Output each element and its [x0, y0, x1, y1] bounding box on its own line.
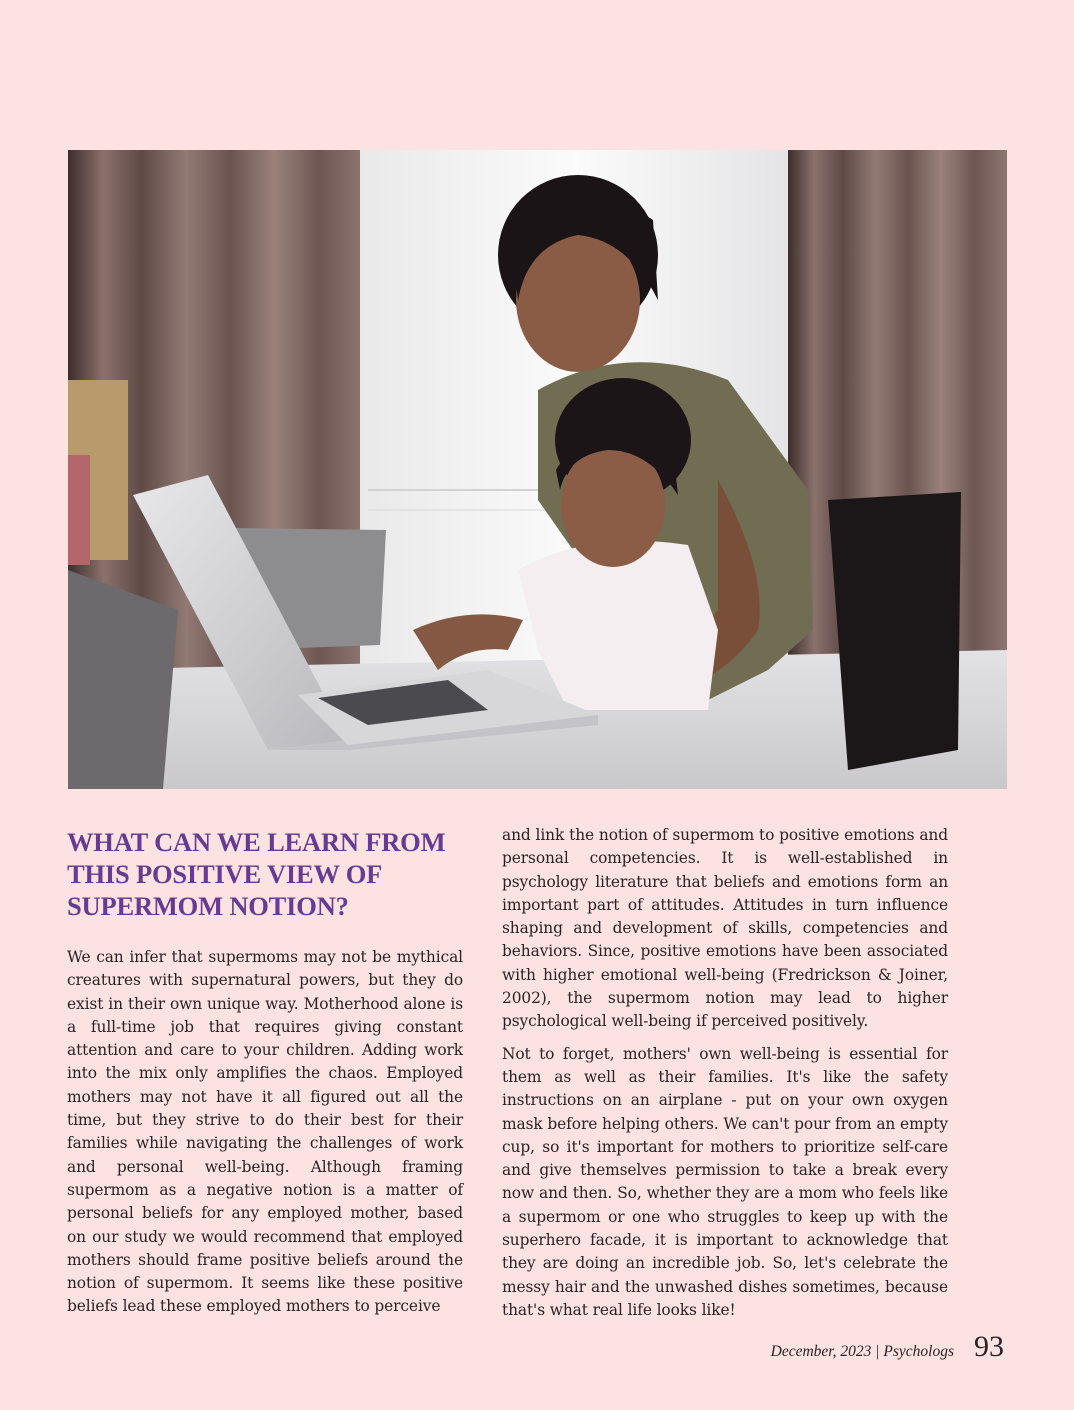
photo-illustration: [68, 150, 1007, 789]
article-photo: [68, 150, 1007, 789]
body-paragraph: Not to forget, mothers' own well-being is essential for them as well as their families. It's like the safety instructions on an airplane - put on your own oxygen mask before helping others. We can't pour from an empty cup, so it's important for mothers to prioritize self-care and give themselves permission to take a break every now and then. So, whether they are a mom who feels like a supermom or one who struggles to keep up with the superhero facade, it is important to acknowledge that they are doing an incredible job. So, let's celebrate the messy hair and the unwashed dishes sometimes, because that's what real life looks like!: [502, 1044, 948, 1319]
page-footer: [771, 1330, 1004, 1364]
section-heading: WHAT CAN WE LEARN FROM THIS POSITIVE VIEW OF SUPERMOM NOTION?: [67, 827, 446, 921]
body-paragraph: and link the notion of supermom to positive emotions and personal competencies. It is well-established in psychology literature that beliefs and emotions form an important part of attitudes. Attitudes in turn influence shaping and development of skills, competencies and behaviors. Since, positive emotions have been associated with higher emotional well-being (Fredrickson & Joiner, 2002), the supermom notion may lead to higher psychological well-being if perceived positively.: [502, 826, 948, 1031]
page-number: 93: [974, 1330, 1004, 1363]
body-paragraph: We can infer that supermoms may not be mythical creatures with supernatural powers, but they do exist in their own unique way. Motherhood alone is a full-time job that requires giving constant attention and care to your children. Adding work into the mix only amplifies the chaos. Employed mothers may not have it all figured out all the time, but they strive to do their best for their families while navigating the challenges of work and personal well-being. Although framing supermom as a negative notion is a matter of personal beliefs for any employed mother, based on our study we would recommend that employed mothers should frame positive beliefs around the notion of supermom. It seems like these positive beliefs lead these employed mothers to perceive: [67, 948, 463, 1316]
article-column-left: [67, 826, 463, 1328]
article-column-right: [502, 824, 948, 1331]
issue-label: December, 2023 | Psychologs: [770, 1343, 954, 1360]
